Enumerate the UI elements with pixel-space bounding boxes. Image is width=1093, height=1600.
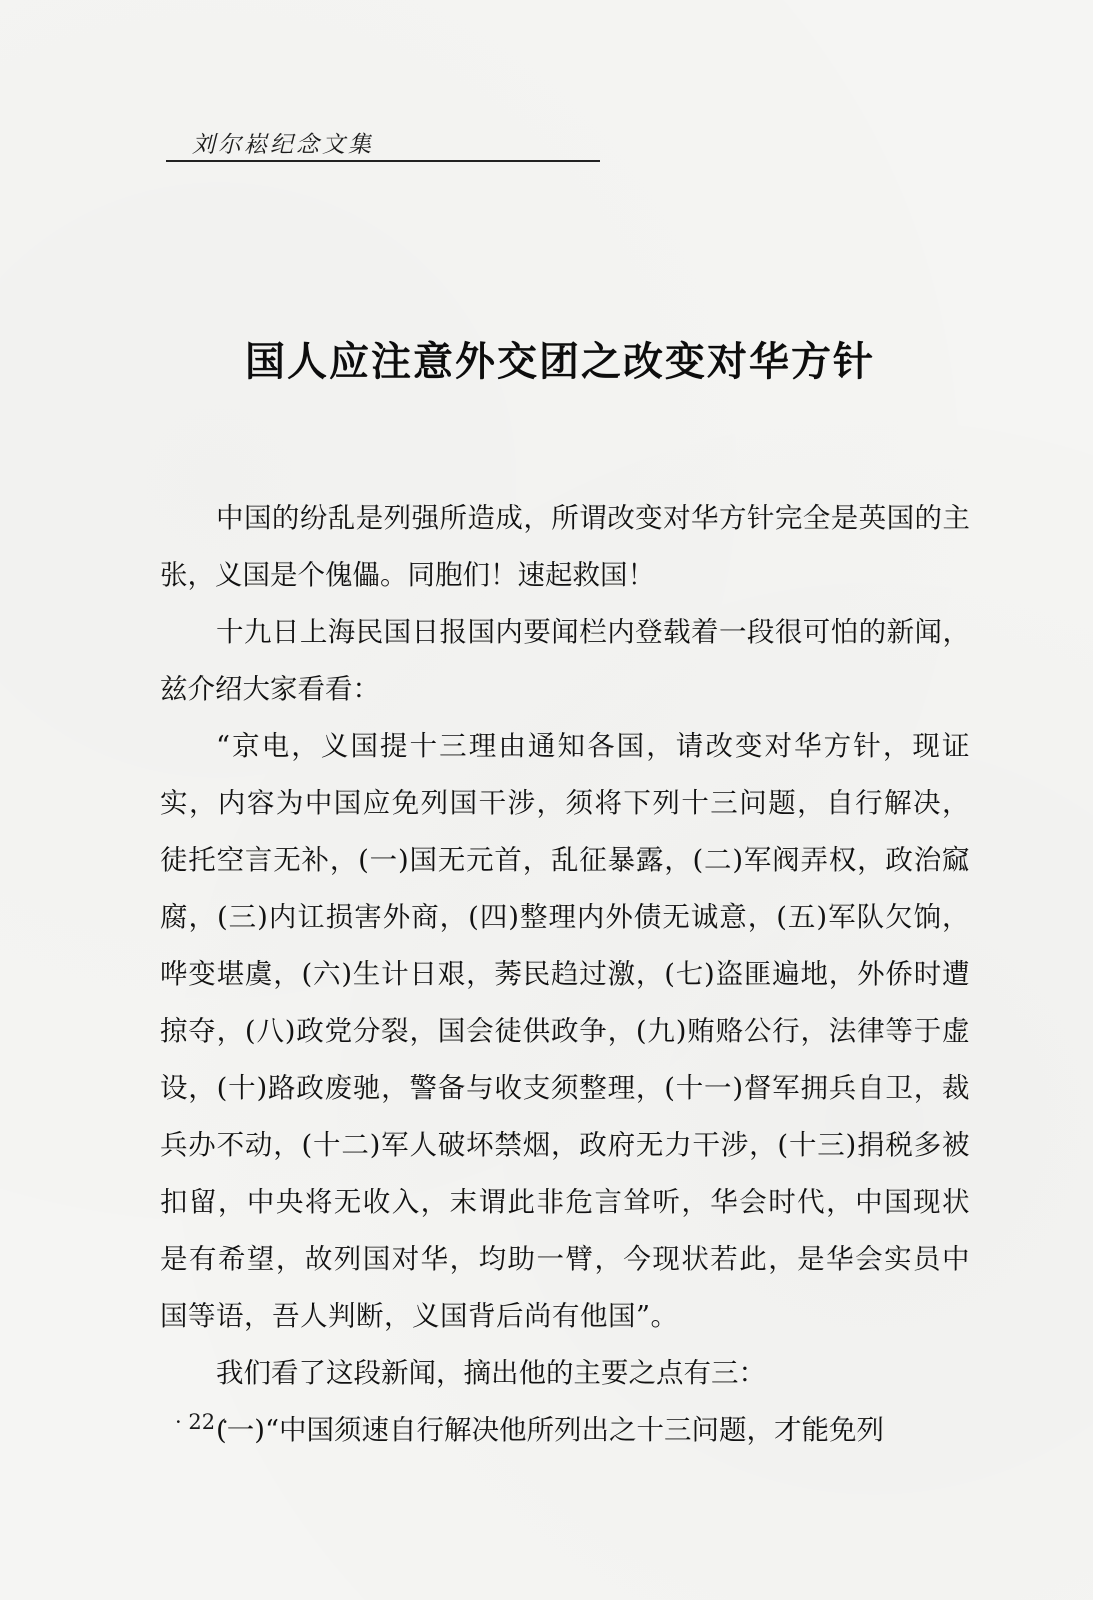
article-body (160, 490, 970, 1459)
page-number: · 22 · (175, 1410, 229, 1434)
paragraph-news-source: 十九日上海民国日报国内要闻栏内登载着一段很可怕的新闻，兹介绍大家看看： (160, 616, 970, 705)
article-title: 国人应注意外交团之改变对华方针 (245, 339, 875, 385)
header-rule (166, 160, 600, 162)
paragraph-point-one: (一)“中国须速自行解决他所列出之十三问题，才能免列 (216, 1414, 885, 1446)
running-head: 刘尔崧纪念文集 (192, 132, 374, 158)
paragraph-summary-lead: 我们看了这段新闻，摘出他的主要之点有三： (216, 1357, 766, 1389)
paragraph-intro: 中国的纷乱是列强所造成，所谓改变对华方针完全是英国的主张，义国是个傀儡。同胞们！速起救国！ (160, 502, 970, 591)
paragraph-quoted-news: “京电，义国提十三理由通知各国，请改变对华方针，现证实，内容为中国应免列国干涉，须将下列十三问题，自行解决，徒托空言无补，(一)国无元首，乱征暴露，(二)军阀弄权，政治窳腐，(三)内讧损害外商，(四)整理内外债无诚意，(五)军队欠饷，哗变堪虞，(六)生计日艰，莠民趋过激，(七)盗匪遍地，外侨时遭掠夺，(八)政党分裂，国会徒供政争，(九)贿赂公行，法律等于虚设，(十)路政废驰，警备与收支须整理，(十一)督军拥兵自卫，裁兵办不动，(十二)军人破坏禁烟，政府无力干涉，(十三)捐税多被扣留，中央将无收入，末谓此非危言耸听，华会时代，中国现状是有希望，故列国对华，均助一臂，今现状若此，是华会实员中国等语，吾人判断，义国背后尚有他国”。 (160, 730, 970, 1332)
